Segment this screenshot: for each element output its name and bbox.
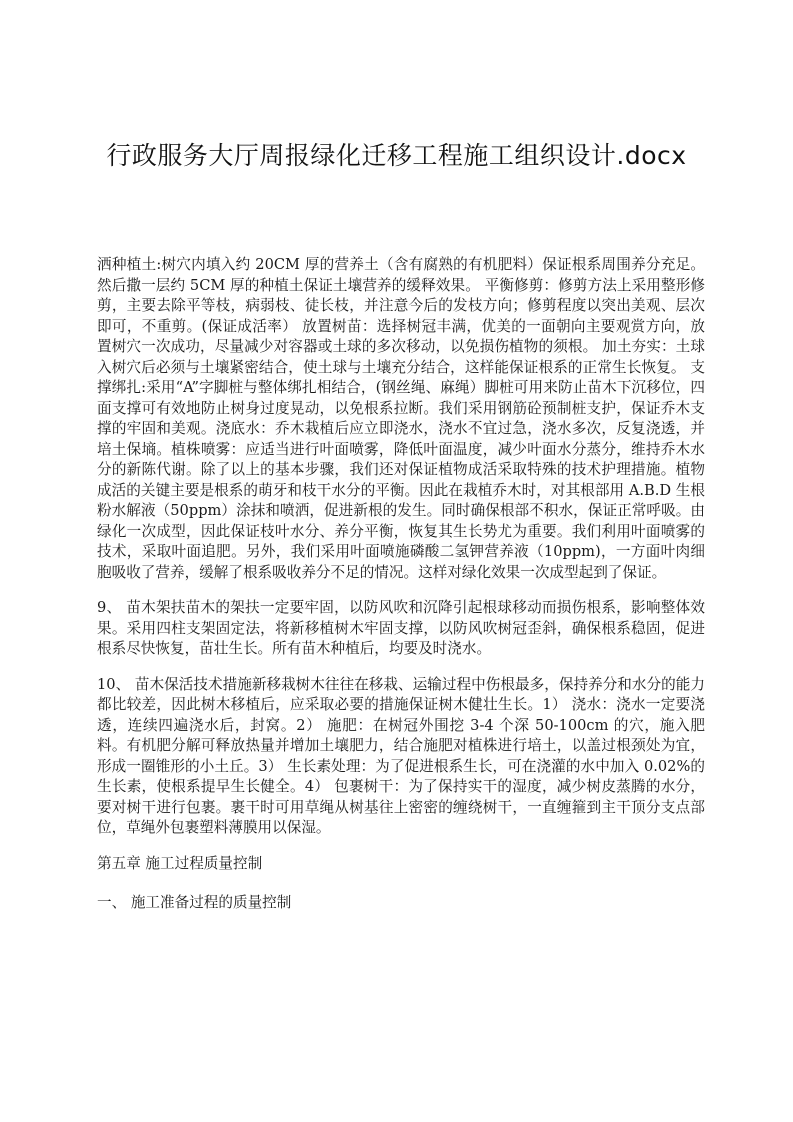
section-heading: 一、 施工准备过程的质量控制 — [97, 893, 292, 911]
chapter-heading: 第五章 施工过程质量控制 — [97, 854, 263, 872]
document-body — [97, 255, 705, 932]
paragraph-planting-steps: 洒种植土:树穴内填入约 20CM 厚的营养土（含有腐熟的有机肥料）保证根系周围养分充足。然后撒一层约 5CM 厚的种植土保证土壤营养的缓释效果。 平衡修剪：修剪方法上采用整形修剪，主要去除平等枝，病弱枝、徒长枝，并注意今后的发枝方向；修剪程度以突出美观、层次即可，不重剪。(保证成活率） 放置树苗：选择树冠丰满，优美的一面朝向主要观赏方向，放置树穴一次成功，尽量减少对容器或土球的多次移动，以免损伤植物的须根。 加土夯实：土球入树穴后必须与土壤紧密结合，使土球与土壤充分结合，这样能保证根系的正常生长恢复。 支撑绑扎:采用“A”字脚桩与整体绑扎相结合，(钢丝绳、麻绳）脚桩可用来防止苗木下沉移位，四面支撑可有效地防止树身过度晃动，以免根系拉断。我们采用钢筋砼预制桩支护，保证乔木支撑的牢固和美观。浇底水：乔木栽植后应立即浇水，浇水不宜过急，浇水多次，反复浇透，并培土保墒。植株喷雾：应适当进行叶面喷雾，降低叶面温度，减少叶面水分蒸分，维持乔木水分的新陈代谢。除了以上的基本步骤，我们还对保证植物成活采取特殊的技术护理措施。植物成活的关键主要是根系的萌牙和枝干水分的平衡。因此在栽植乔木时，对其根部用 A.B.D 生根粉水解液（50ppm）涂抹和喷洒，促进新根的发生。同时确保根部不积水，保证正常呼吸。由 绿化一次成型，因此保证枝叶水分、养分平衡，恢复其生长势尤为重要。我们利用叶面喷雾的技术，采取叶面追肥。另外，我们采用叶面喷施磷酸二氢钾营养液（10ppm)，一方面叶肉细胞吸收了营养，缓解了根系吸收养分不足的情况。这样对绿化效果一次成型起到了保证。 — [97, 256, 705, 581]
document-title: 行政服务大厅周报绿化迁移工程施工组织设计.docx — [106, 141, 687, 170]
paragraph-tree-support: 9、 苗木架扶苗木的架扶一定要牢固，以防风吹和沉降引起根球移动而损伤根系，影响整体效果。采用四柱支架固定法，将新移植树木牢固支撑，以防风吹树冠歪斜，确保根系稳固，促进根系尽快恢复，苗壮生长。所有苗木种植后，均要及时浇水。 — [97, 599, 705, 657]
paragraph-survival-measures: 10、 苗木保活技术措施新移栽树木往往在移栽、运输过程中伤根最多，保持养分和水分的能力都比较差，因此树木移植后，应采取必要的措施保证树木健壮生长。1） 浇水：浇水一定要浇透，连续四遍浇水后，封窝。2） 施肥：在树冠外围挖 3-4 个深 50-100cm 的穴，施入肥料。有机肥分解可释放热量并增加土壤肥力，结合施肥对植株进行培土，以盖过根颈处为宜，形成一圈锥形的小土丘。3） 生长素处理：为了促进根系生长，可在浇灌的水中加入 0.02%的生长素，使根系提早生长健全。4） 包裹树干：为了保持实干的湿度，减少树皮蒸腾的水分，要对树干进行包裹。裹干时可用草绳从树基往上密密的缠绕树干，一直缠箍到主干顶分支点部位，草绳外包裹塑料薄膜用以保湿。 — [97, 675, 705, 836]
